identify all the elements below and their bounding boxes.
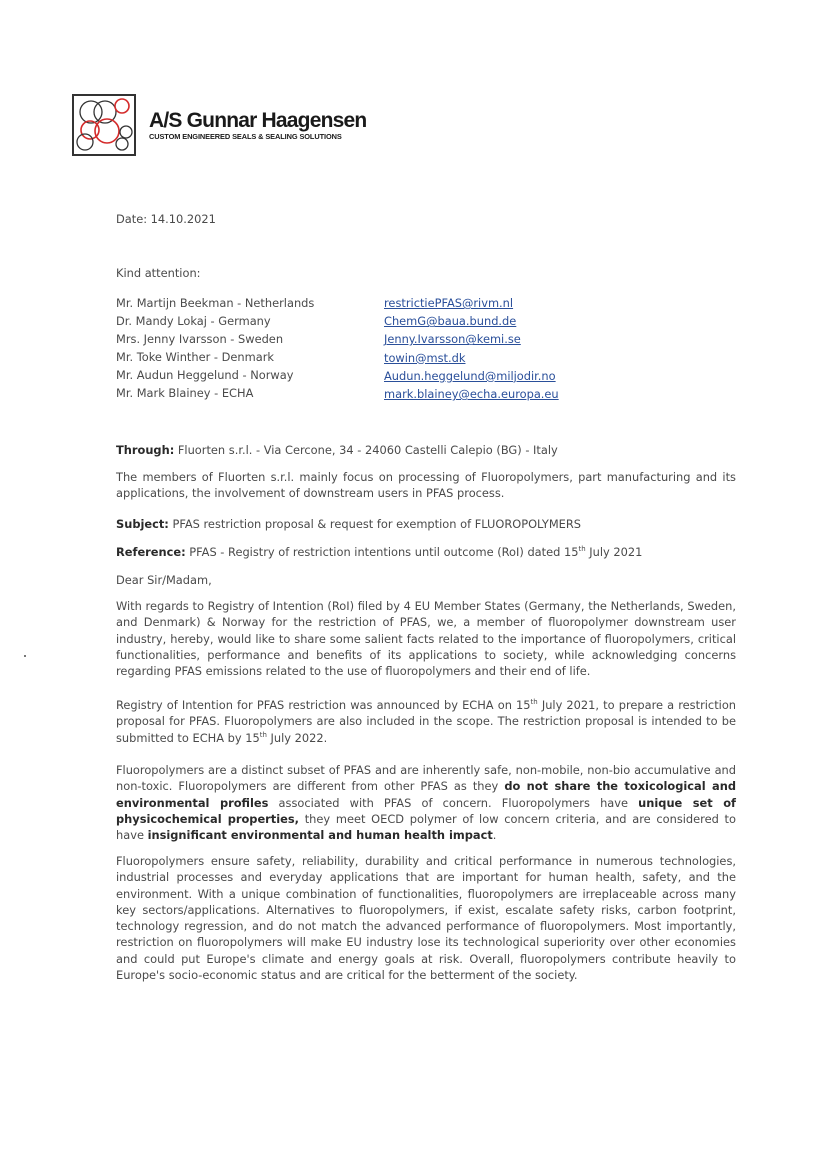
scan-speck [24, 655, 26, 657]
para2-text: July 2021, to prepare a restriction proposal for PFAS. Fluoropolymers are also included in the scope. The restriction proposal is intended to be submitted to ECHA by 15 [116, 698, 737, 745]
email-link[interactable]: Jenny.Ivarsson@kemi.se [384, 332, 521, 347]
para3-text: associated with PFAS of concern. Fluoropolymers have [268, 795, 639, 810]
reference-text-end: July 2021 [585, 545, 643, 559]
para2-text: Registry of Intention for PFAS restriction was announced by ECHA on 15 [116, 698, 531, 712]
subject-text: PFAS restriction proposal & request for exemption of FLUOROPOLYMERS [168, 517, 582, 531]
email-link[interactable]: Audun.heggelund@miljodir.no [384, 368, 556, 383]
recipient-emails [384, 294, 559, 403]
recipient-list [116, 294, 314, 402]
email-link[interactable]: ChemG@baua.bund.de [384, 314, 517, 329]
para2-sup: th [259, 730, 267, 739]
body-paragraph-2 [116, 697, 736, 746]
letter-date: Date: 14.10.2021 [116, 212, 216, 226]
company-name: A/S Gunnar Haagensen [149, 109, 367, 132]
para3-text: . [492, 828, 497, 843]
reference-text: PFAS - Registry of restriction intentions until outcome (RoI) dated 15 [185, 545, 579, 559]
recipient-name: Mr. Martijn Beekman - Netherlands [116, 296, 315, 310]
through-text: Fluorten s.r.l. - Via Cercone, 34 - 24060 Castelli Calepio (BG) - Italy [174, 443, 558, 457]
para2-sup: th [530, 698, 538, 707]
recipient-name: Mr. Toke Winther - Denmark [116, 350, 274, 364]
through-label: Through: [116, 443, 175, 457]
recipient-name: Mr. Audun Heggelund - Norway [116, 368, 294, 382]
company-tagline: CUSTOM ENGINEERED SEALS & SEALING SOLUTIONS [149, 132, 342, 141]
attention-line: Kind attention: [116, 266, 201, 280]
body-paragraph-4: Fluoropolymers ensure safety, reliability, durability and critical performance in numerous technologies, industrial processes and everyday applications that are important for human health, safety, and the environment. With a unique combination of functionalities, fluoropolymers are irreplaceable across many key sectors/applications. Alternatives to fluoropolymers, if exist, escalate safety risks, carbon footprint, technology regression, and do not match the advanced performance of fluoropolymers. Most importantly, restriction on fluoropolymers will make EU industry lose its technological superiority over other economies and could put Europe's climate and energy goals at risk. Overall, fluoropolymers contribute heavily to Europe's socio-economic status and are critical for the betterment of the society. [116, 854, 736, 983]
subject-line [116, 517, 581, 531]
para3-emphasis: insignificant environmental and human health impact [147, 828, 493, 843]
company-logo [72, 94, 136, 156]
interlocking-circles-icon [74, 96, 134, 154]
body-paragraph-3 [116, 762, 736, 843]
reference-label: Reference: [116, 545, 186, 559]
letterhead [149, 110, 366, 141]
recipient-name: Dr. Mandy Lokaj - Germany [116, 314, 271, 328]
email-link[interactable]: mark.blainey@echa.europa.eu [384, 387, 559, 402]
recipient-name: Mr. Mark Blainey - ECHA [116, 386, 254, 400]
members-paragraph: The members of Fluorten s.r.l. mainly focus on processing of Fluoropolymers, part manufacturing and its applications, the involvement of downstream users in PFAS process. [116, 470, 736, 501]
para3-text: Fluoropolymers are a distinct subset of PFAS and are inherently safe, non-mobile, non-bio accumulative and non-toxic. Fluoropolymers are different from other PFAS as they [116, 763, 736, 794]
para3-text: they meet OECD polymer of low concern criteria, and are considered to have [116, 811, 736, 843]
salutation: Dear Sir/Madam, [116, 573, 212, 587]
reference-line [116, 545, 642, 559]
reference-sup: th [578, 545, 586, 554]
para2-text: July 2022. [266, 730, 328, 745]
subject-label: Subject: [116, 517, 169, 531]
body-paragraph-1: With regards to Registry of Intention (RoI) filed by 4 EU Member States (Germany, the Netherlands, Sweden, and Denmark) & Norway for the restriction of PFAS, we, a member of fluoropolymer downstream user industry, hereby, would like to share some salient facts related to the importance of fluoropolymers, critical functionalities, performance and benefits of its applications to society, while acknowledging concerns regarding PFAS emissions related to the use of fluoropolymers and their end of life. [116, 599, 736, 679]
recipient-name: Mrs. Jenny Ivarsson - Sweden [116, 332, 284, 346]
email-link[interactable]: restrictiePFAS@rivm.nl [384, 296, 514, 310]
through-line [116, 443, 558, 457]
para3-emphasis: unique set of physicochemical properties, [116, 795, 736, 826]
email-link[interactable]: towin@mst.dk [384, 350, 466, 365]
para3-emphasis: do not share the toxicological and environmental profiles [116, 779, 736, 810]
